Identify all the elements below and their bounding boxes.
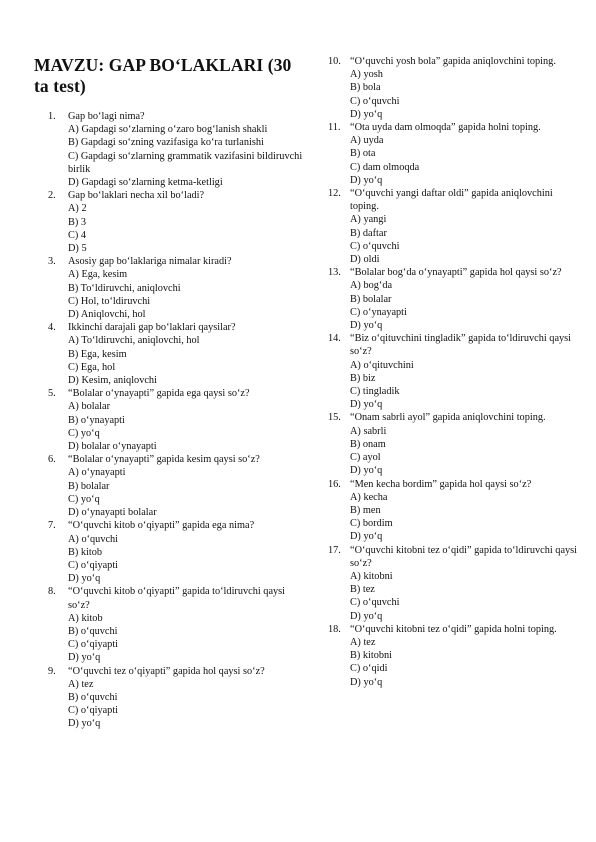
option-a: A) tez <box>350 636 376 648</box>
question-text: “Bolalar o‘ynayapti” gapida ega qaysi so‘z? <box>68 388 250 400</box>
page-title: MAVZU: GAP BO‘LAKLARI (30 ta test) <box>34 55 292 96</box>
option-c: C) Hol, to‘ldiruvchi <box>68 295 151 307</box>
option-d: D) Kesim, aniqlovchi <box>68 375 157 387</box>
option-c: C) o‘quvchi <box>350 240 400 252</box>
option-c: C) Gapdagi so‘zlarning grammatik vazifasini bildiruvchi birlik <box>68 150 303 175</box>
option-b: B) daftar <box>350 227 387 239</box>
option-c: C) o‘qiyapti <box>68 559 119 571</box>
question-number: 9. <box>48 665 56 677</box>
option-a: A) yosh <box>350 69 383 81</box>
question-number: 18. <box>328 623 341 635</box>
option-a: A) o‘quvchi <box>68 533 119 545</box>
question-number: 10. <box>328 56 341 67</box>
option-c: C) yo‘q <box>68 493 100 505</box>
question-9 <box>34 665 306 731</box>
option-a: A) bolalar <box>68 401 111 413</box>
question-text: “O‘quvchi kitobni tez o‘qidi” gapida to‘ldiruvchi qaysi so‘z? <box>350 544 578 569</box>
option-b: B) bolalar <box>350 293 392 305</box>
question-number: 3. <box>48 256 56 268</box>
right-column <box>328 55 580 689</box>
question-text: “Bolalar bog‘da o‘ynayapti” gapida hol qaysi so‘z? <box>350 267 562 279</box>
option-b: B) kitob <box>68 546 103 558</box>
option-c: C) yo‘q <box>68 427 100 439</box>
question-text: “Bolalar o‘ynayapti” gapida kesim qaysi so‘z? <box>68 454 260 466</box>
option-d: D) 5 <box>68 243 87 255</box>
option-d: D) yo‘q <box>68 652 101 664</box>
option-a: A) Ega, kesim <box>68 269 128 281</box>
option-d: D) yo‘q <box>68 573 101 585</box>
option-a: A) yangi <box>350 214 387 226</box>
question-3 <box>34 255 306 321</box>
option-a: A) kitob <box>68 612 103 624</box>
question-text: Gap bo‘laklari necha xil bo‘ladi? <box>68 190 205 202</box>
option-b: B) bola <box>350 82 381 94</box>
question-number: 13. <box>328 267 341 279</box>
option-b: B) o‘quvchi <box>68 691 118 703</box>
question-number: 2. <box>48 190 56 202</box>
option-b: B) onam <box>350 438 386 450</box>
question-number: 6. <box>48 454 56 466</box>
question-text: “Biz o‘qituvchini tingladik” gapida to‘ldiruvchi qaysi so‘z? <box>350 333 572 358</box>
question-12 <box>328 187 580 266</box>
option-c: C) tingladik <box>350 386 400 398</box>
option-a: A) o‘qituvchini <box>350 359 414 371</box>
question-number: 16. <box>328 478 341 490</box>
question-text: Gap bo‘lagi nima? <box>68 111 145 122</box>
option-a: A) tez <box>68 678 94 690</box>
option-d: D) o‘ynayapti bolalar <box>68 507 157 519</box>
option-a: A) 2 <box>68 203 87 215</box>
option-c: C) o‘ynayapti <box>350 306 407 318</box>
option-b: B) biz <box>350 372 376 384</box>
option-a: A) kitobni <box>350 570 393 582</box>
question-17 <box>328 544 580 623</box>
option-c: C) ayol <box>350 452 381 464</box>
left-column <box>34 55 306 731</box>
option-d: D) yo‘q <box>350 174 383 186</box>
question-16 <box>328 478 580 544</box>
question-text: “Men kecha bordim” gapida hol qaysi so‘z? <box>350 478 532 490</box>
question-number: 14. <box>328 333 341 345</box>
question-text: “O‘quvchi kitob o‘qiyapti” gapida ega nima? <box>68 520 255 532</box>
question-15 <box>328 411 580 477</box>
question-number: 15. <box>328 412 341 424</box>
question-text: “O‘quvchi yangi daftar oldi” gapida aniqlovchini toping. <box>350 188 553 213</box>
question-18 <box>328 623 580 689</box>
option-b: B) kitobni <box>350 650 393 662</box>
question-text: “O‘quvchi kitobni tez o‘qidi” gapida holni toping. <box>350 623 557 635</box>
option-d: D) yo‘q <box>350 676 383 688</box>
option-b: B) o‘quvchi <box>68 625 118 637</box>
option-d: D) yo‘q <box>350 108 383 120</box>
option-d: D) Aniqlovchi, hol <box>68 309 146 321</box>
question-number: 12. <box>328 188 341 200</box>
question-5 <box>34 387 306 453</box>
option-b: B) Ega, kesim <box>68 348 127 360</box>
question-number: 4. <box>48 322 56 334</box>
option-a: A) To‘ldiruvchi, aniqlovchi, hol <box>68 335 200 347</box>
question-1 <box>34 110 306 189</box>
question-4 <box>34 321 306 387</box>
option-d: D) oldi <box>350 254 380 266</box>
option-b: B) Gapdagi so‘zning vazifasiga ko‘ra turlanishi <box>68 137 264 149</box>
option-b: B) 3 <box>68 216 87 228</box>
option-c: C) o‘qidi <box>350 663 388 675</box>
question-10 <box>328 55 580 121</box>
question-text: Asosiy gap bo‘laklariga nimalar kiradi? <box>68 256 232 268</box>
option-a: A) kecha <box>350 491 388 503</box>
question-text: “O‘quvchi yosh bola” gapida aniqlovchini toping. <box>350 56 556 67</box>
question-text: “O‘quvchi tez o‘qiyapti” gapida hol qaysi so‘z? <box>68 665 265 677</box>
option-d: D) yo‘q <box>350 610 383 622</box>
option-c: C) o‘quvchi <box>350 95 400 107</box>
question-number: 11. <box>328 122 341 134</box>
option-d: D) yo‘q <box>350 320 383 332</box>
question-14 <box>328 332 580 411</box>
question-11 <box>328 121 580 187</box>
question-7 <box>34 519 306 585</box>
option-c: C) o‘qiyapti <box>68 705 119 717</box>
option-c: C) 4 <box>68 229 87 241</box>
question-number: 7. <box>48 520 56 532</box>
option-c: C) dam olmoqda <box>350 161 420 173</box>
question-8 <box>34 585 306 664</box>
option-d: D) bolalar o‘ynayapti <box>68 441 157 453</box>
option-c: C) bordim <box>350 518 393 530</box>
option-d: D) yo‘q <box>68 718 101 730</box>
question-number: 8. <box>48 586 56 598</box>
option-b: B) o‘ynayapti <box>68 414 125 426</box>
option-b: B) tez <box>350 584 375 596</box>
question-number: 17. <box>328 544 341 556</box>
option-a: A) uyda <box>350 135 384 147</box>
question-text: “Ota uyda dam olmoqda” gapida holni toping. <box>350 122 541 134</box>
question-text: “O‘quvchi kitob o‘qiyapti” gapida to‘ldiruvchi qaysi so‘z? <box>68 586 286 611</box>
option-d: D) Gapdagi so‘zlarning ketma-ketligi <box>68 177 223 189</box>
option-d: D) yo‘q <box>350 399 383 411</box>
option-d: D) yo‘q <box>350 465 383 477</box>
question-2 <box>34 189 306 255</box>
option-b: B) To‘ldiruvchi, aniqlovchi <box>68 282 181 294</box>
question-6 <box>34 453 306 519</box>
option-c: C) Ega, hol <box>68 361 116 373</box>
question-text: “Onam sabrli ayol” gapida aniqlovchini toping. <box>350 412 546 424</box>
question-13 <box>328 266 580 332</box>
option-a: A) Gapdagi so‘zlarning o‘zaro bog‘lanish shakli <box>68 124 268 136</box>
option-d: D) yo‘q <box>350 531 383 543</box>
option-a: A) o‘ynayapti <box>68 467 126 479</box>
question-text: Ikkinchi darajali gap bo‘laklari qaysilar? <box>68 322 236 334</box>
option-b: B) bolalar <box>68 480 110 492</box>
option-c: C) o‘qiyapti <box>68 639 119 651</box>
option-a: A) bog‘da <box>350 280 393 292</box>
question-number: 5. <box>48 388 56 400</box>
question-number: 1. <box>48 111 56 122</box>
option-b: B) ota <box>350 148 376 160</box>
option-a: A) sabrli <box>350 425 387 437</box>
option-c: C) o‘quvchi <box>350 597 400 609</box>
option-b: B) men <box>350 504 381 516</box>
